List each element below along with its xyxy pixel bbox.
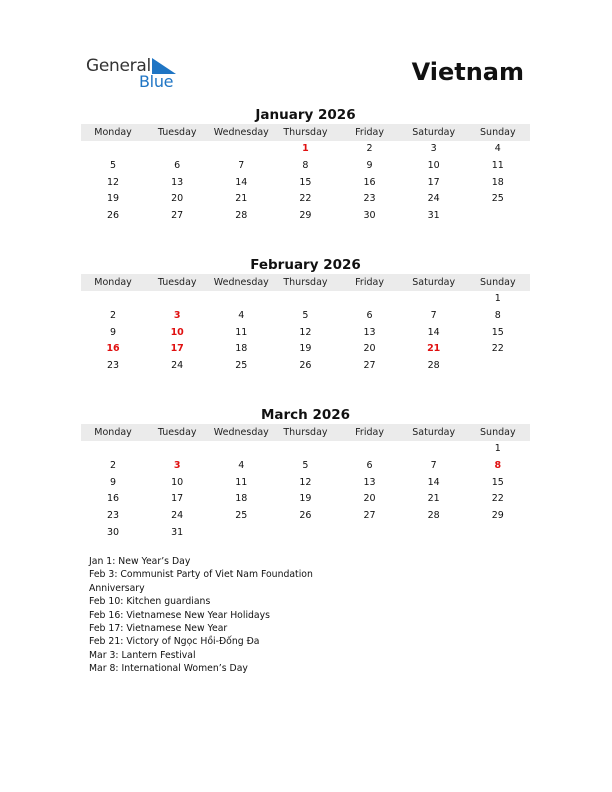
weekday-label: Wednesday <box>213 427 269 438</box>
day-cell: 21 <box>427 493 440 505</box>
day-cell: 28 <box>427 510 440 522</box>
empty-day-cell <box>81 141 145 158</box>
day-cell: 28 <box>427 360 440 372</box>
week-row <box>81 458 530 475</box>
month-title: March 2026 <box>260 407 351 423</box>
day-cell: 17 <box>170 343 184 355</box>
weekday-label: Sunday <box>480 277 516 288</box>
week-row <box>81 491 530 508</box>
day-cell: 20 <box>363 343 376 355</box>
day-cell: 15 <box>491 326 504 338</box>
weekday-label: Sunday <box>480 427 516 438</box>
holiday-list <box>89 555 349 676</box>
weekday-label: Monday <box>94 277 132 288</box>
month-calendar-january <box>81 106 530 225</box>
holiday-entry: Feb 10: Kitchen guardians <box>89 596 211 608</box>
empty-day-cell <box>209 525 273 542</box>
day-cell: 15 <box>299 176 312 188</box>
empty-day-cell <box>209 441 273 458</box>
empty-day-cell <box>81 441 145 458</box>
weekday-label: Sunday <box>480 127 516 138</box>
day-cell: 2 <box>110 309 117 321</box>
day-cell: 4 <box>238 459 245 471</box>
day-cell: 9 <box>110 476 117 488</box>
day-cell: 28 <box>235 210 248 222</box>
day-cell: 5 <box>302 309 309 321</box>
empty-day-cell <box>81 291 145 308</box>
weekday-label: Saturday <box>412 277 456 288</box>
week-row <box>81 358 530 375</box>
day-cell: 11 <box>235 476 248 488</box>
day-cell: 14 <box>427 326 440 338</box>
empty-day-cell <box>466 358 530 375</box>
day-cell: 26 <box>299 510 312 522</box>
brand-logo <box>86 56 186 92</box>
weekday-label: Tuesday <box>157 427 197 438</box>
day-cell: 4 <box>494 143 501 154</box>
day-cell: 16 <box>363 176 376 188</box>
weekday-label: Thursday <box>283 127 328 138</box>
weekday-label: Wednesday <box>213 277 269 288</box>
empty-day-cell <box>145 441 209 458</box>
day-cell: 8 <box>494 309 501 321</box>
day-cell: 4 <box>238 309 245 321</box>
empty-day-cell <box>145 291 209 308</box>
day-cell: 23 <box>363 193 376 205</box>
day-cell: 6 <box>366 459 373 471</box>
day-cell: 24 <box>171 360 184 372</box>
empty-day-cell <box>402 291 466 308</box>
day-cell: 1 <box>302 143 309 154</box>
weekday-label: Wednesday <box>213 127 269 138</box>
day-cell: 12 <box>299 476 312 488</box>
day-cell: 25 <box>235 510 248 522</box>
weekday-header-row <box>81 124 530 141</box>
week-row <box>81 175 530 192</box>
weekday-label: Friday <box>355 277 384 288</box>
day-cell: 30 <box>363 210 376 222</box>
day-cell: 1 <box>494 443 501 454</box>
month-title: January 2026 <box>255 107 356 123</box>
week-row <box>81 341 530 358</box>
empty-day-cell <box>402 441 466 458</box>
week-row <box>81 441 530 458</box>
day-cell: 31 <box>427 210 440 222</box>
week-row <box>81 141 530 158</box>
day-cell: 2 <box>110 459 117 471</box>
day-cell: 8 <box>494 459 502 471</box>
day-cell: 7 <box>430 459 437 471</box>
day-cell: 21 <box>235 193 248 205</box>
empty-day-cell <box>402 525 466 542</box>
weekday-label: Saturday <box>412 427 456 438</box>
weekday-header-row <box>81 274 530 291</box>
day-cell: 18 <box>235 343 248 355</box>
day-cell: 5 <box>302 459 309 471</box>
empty-day-cell <box>209 141 273 158</box>
holiday-entry: Feb 16: Vietnamese New Year Holidays <box>89 609 270 621</box>
month-calendar-february <box>81 256 530 375</box>
holiday-entry: Mar 8: International Women’s Day <box>89 663 248 675</box>
day-cell: 1 <box>494 293 501 304</box>
empty-day-cell <box>466 208 530 225</box>
holiday-entry: Mar 3: Lantern Festival <box>89 649 196 661</box>
weekday-label: Friday <box>355 427 384 438</box>
day-cell: 19 <box>299 493 312 505</box>
holiday-entry: Feb 17: Vietnamese New Year <box>89 623 228 635</box>
day-cell: 31 <box>171 526 184 538</box>
empty-day-cell <box>338 291 402 308</box>
week-row <box>81 525 530 542</box>
weekday-header-row <box>81 424 530 441</box>
day-cell: 17 <box>427 176 440 188</box>
weekday-label: Saturday <box>412 127 456 138</box>
weekday-label: Tuesday <box>157 127 197 138</box>
month-title: February 2026 <box>250 257 361 273</box>
holiday-entry: Feb 21: Victory of Ngọc Hồi-Đống Đa <box>89 636 260 648</box>
day-cell: 25 <box>491 193 504 205</box>
empty-day-cell <box>273 525 337 542</box>
day-cell: 21 <box>427 343 441 355</box>
week-row <box>81 158 530 175</box>
day-cell: 17 <box>171 493 184 505</box>
day-cell: 2 <box>366 143 373 154</box>
empty-day-cell <box>338 525 402 542</box>
day-cell: 22 <box>491 343 504 355</box>
month-calendar-march <box>81 406 530 542</box>
week-row <box>81 475 530 492</box>
day-cell: 5 <box>110 159 117 171</box>
day-cell: 6 <box>174 159 181 171</box>
day-cell: 19 <box>299 343 312 355</box>
day-cell: 30 <box>107 526 120 538</box>
day-cell: 11 <box>491 159 504 171</box>
weekday-label: Monday <box>94 427 132 438</box>
day-cell: 6 <box>366 309 373 321</box>
day-cell: 18 <box>235 493 248 505</box>
week-row <box>81 308 530 325</box>
empty-day-cell <box>145 141 209 158</box>
day-cell: 27 <box>171 210 184 222</box>
day-cell: 24 <box>171 510 184 522</box>
day-cell: 29 <box>299 210 312 222</box>
day-cell: 23 <box>107 360 120 372</box>
holiday-entry: Anniversary <box>89 582 145 594</box>
day-cell: 7 <box>430 309 437 321</box>
day-cell: 13 <box>363 326 376 338</box>
weekday-label: Tuesday <box>157 277 197 288</box>
empty-day-cell <box>273 291 337 308</box>
day-cell: 24 <box>427 193 440 205</box>
day-cell: 16 <box>107 493 120 505</box>
day-cell: 27 <box>363 360 376 372</box>
empty-day-cell <box>209 291 273 308</box>
week-row <box>81 508 530 525</box>
holiday-entry: Feb 3: Communist Party of Viet Nam Foundation <box>89 569 313 581</box>
day-cell: 10 <box>171 476 184 488</box>
day-cell: 20 <box>171 193 184 205</box>
day-cell: 11 <box>235 326 248 338</box>
day-cell: 12 <box>107 176 120 188</box>
day-cell: 29 <box>491 510 504 522</box>
day-cell: 13 <box>171 176 184 188</box>
day-cell: 3 <box>430 143 437 154</box>
week-row <box>81 291 530 308</box>
brand-name-blue: Blue <box>139 72 174 91</box>
weekday-label: Monday <box>94 127 132 138</box>
day-cell: 10 <box>427 159 440 171</box>
day-cell: 3 <box>173 309 181 321</box>
day-cell: 14 <box>235 176 248 188</box>
day-cell: 27 <box>363 510 376 522</box>
day-cell: 8 <box>302 159 309 171</box>
day-cell: 19 <box>107 193 120 205</box>
empty-day-cell <box>338 441 402 458</box>
day-cell: 22 <box>491 493 504 505</box>
day-cell: 26 <box>299 360 312 372</box>
day-cell: 20 <box>363 493 376 505</box>
weekday-label: Friday <box>355 127 384 138</box>
weekday-label: Thursday <box>283 277 328 288</box>
weekday-label: Thursday <box>283 427 328 438</box>
week-row <box>81 208 530 225</box>
day-cell: 10 <box>170 326 184 338</box>
day-cell: 26 <box>107 210 120 222</box>
country-title: Vietnam <box>411 58 524 86</box>
day-cell: 9 <box>366 159 373 171</box>
empty-day-cell <box>466 525 530 542</box>
day-cell: 22 <box>299 193 312 205</box>
day-cell: 18 <box>491 176 504 188</box>
day-cell: 25 <box>235 360 248 372</box>
day-cell: 7 <box>238 159 245 171</box>
empty-day-cell <box>273 441 337 458</box>
day-cell: 9 <box>110 326 117 338</box>
day-cell: 15 <box>491 476 504 488</box>
day-cell: 16 <box>106 343 120 355</box>
day-cell: 3 <box>173 459 181 471</box>
holiday-entry: Jan 1: New Year’s Day <box>89 556 191 567</box>
week-row <box>81 191 530 208</box>
day-cell: 23 <box>107 510 120 522</box>
day-cell: 12 <box>299 326 312 338</box>
day-cell: 13 <box>363 476 376 488</box>
brand-name-general: General <box>86 56 151 76</box>
week-row <box>81 325 530 342</box>
day-cell: 14 <box>427 476 440 488</box>
